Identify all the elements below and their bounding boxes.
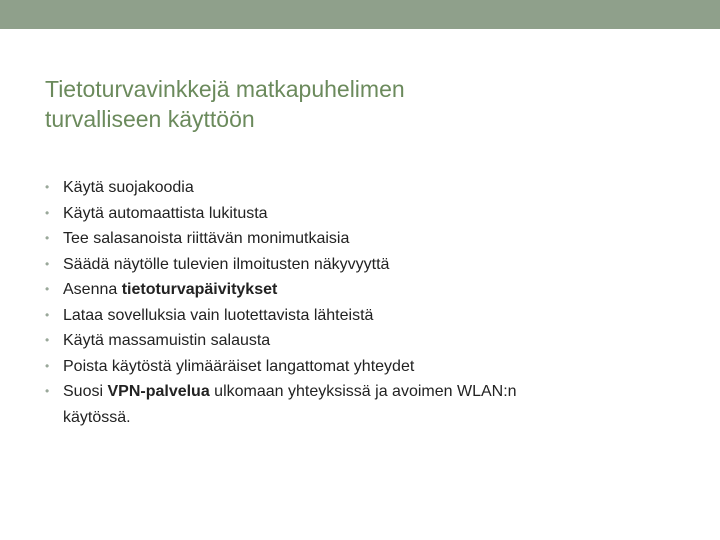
bullet-text-suffix: ulkomaan yhteyksissä ja avoimen WLAN:n käytössä. — [63, 383, 517, 426]
bullet-item — [45, 328, 525, 354]
bullet-marker-icon: • — [45, 307, 50, 322]
top-accent-bar — [0, 0, 720, 29]
bullet-marker-icon: • — [45, 256, 50, 271]
bullet-text: Käytä suojakoodia — [63, 179, 194, 196]
bullet-marker-icon: • — [45, 358, 50, 373]
bullet-marker-icon: • — [45, 205, 50, 220]
bullet-item — [45, 303, 525, 329]
bullet-text: Lataa sovelluksia vain luotettavista lähteistä — [63, 306, 374, 324]
bullet-text: Poista käytöstä ylimääräiset langattomat yhteydet — [63, 357, 415, 375]
bullet-text: Käytä automaattista lukitusta — [63, 204, 268, 222]
bullet-item — [45, 354, 525, 380]
bullet-marker-icon: • — [45, 333, 50, 347]
bullet-item — [45, 201, 525, 227]
slide-title-line-1: Tietoturvavinkkejä matkapuhelimen — [45, 76, 405, 102]
bullet-text: Tee salasanoista riittävän monimutkaisia — [63, 230, 350, 247]
bullet-marker-icon: • — [45, 384, 50, 398]
bullet-text: Säädä näytölle tulevien ilmoitusten näkyvyyttä — [63, 255, 390, 273]
bullet-marker-icon: • — [45, 231, 50, 245]
bullet-marker-icon: • — [45, 180, 50, 194]
slide-title — [45, 74, 605, 134]
bullet-item — [45, 252, 525, 278]
bullet-item — [45, 277, 525, 303]
slide-title-line-2: turvalliseen käyttöön — [45, 106, 255, 132]
bullet-text-emphasis: tietoturvapäivitykset — [121, 281, 278, 298]
bullet-item — [45, 226, 525, 252]
bullet-marker-icon: • — [45, 282, 50, 296]
bullet-text: Käytä massamuistin salausta — [63, 332, 271, 349]
bullet-text-prefix: Asenna — [63, 281, 122, 298]
bullet-list — [45, 175, 525, 430]
bullet-text-prefix: Suosi — [63, 383, 108, 400]
bullet-item — [45, 379, 525, 430]
bullet-text-emphasis: VPN-palvelua — [107, 383, 210, 400]
bullet-item — [45, 175, 525, 201]
